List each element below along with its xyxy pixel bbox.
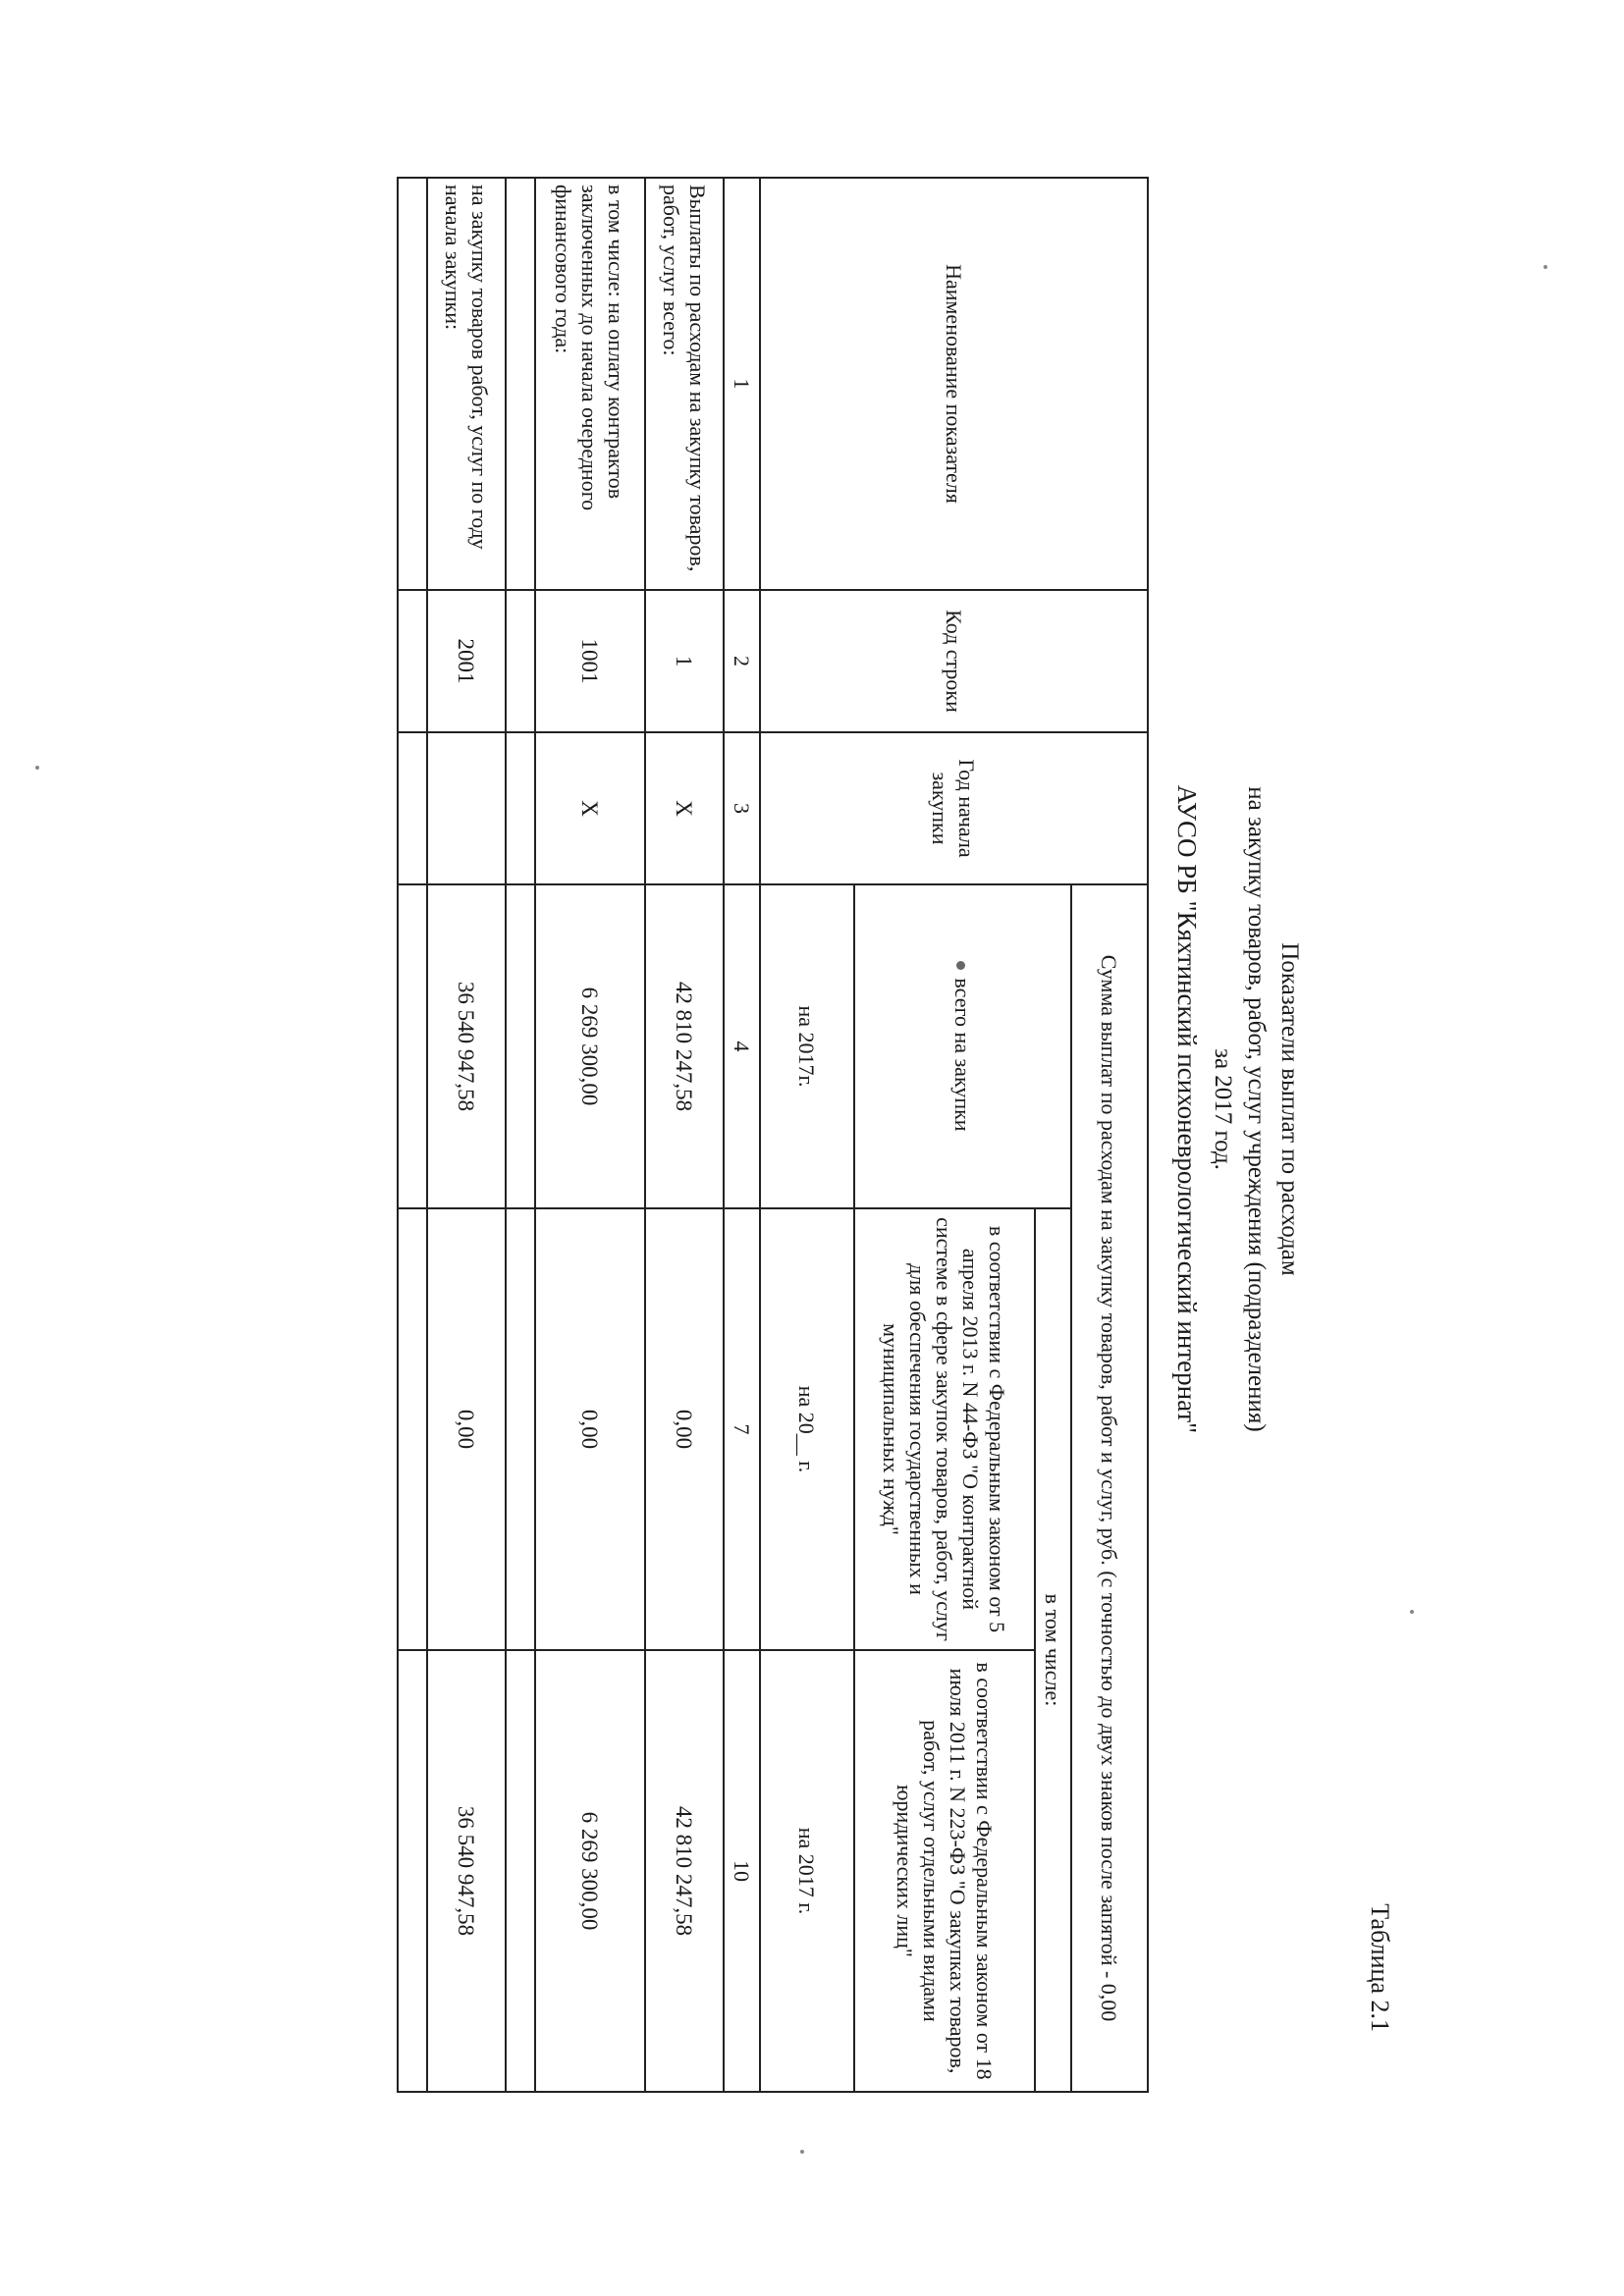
row-total xyxy=(506,884,535,1208)
title-line-1: Показатели выплат по расходам xyxy=(1276,942,1303,1276)
header-row-code: Код строки xyxy=(760,590,1148,732)
table-row xyxy=(535,178,645,2092)
period-total: на 2017г. xyxy=(760,884,854,1208)
header-procurement-year: Год начала закупки xyxy=(760,732,1148,884)
row-fz44: 0,00 xyxy=(427,1208,506,1650)
row-total xyxy=(398,884,427,1208)
row-fz223 xyxy=(506,1650,535,2092)
column-number: 4 xyxy=(724,884,760,1208)
scan-speck xyxy=(1543,265,1547,269)
organization-name: АУСО РБ "Кяхтинский психоневрологический интернат" xyxy=(1172,784,1202,1434)
row-fz223: 6 269 300,00 xyxy=(535,1650,645,2092)
scan-speck xyxy=(800,2150,804,2154)
column-number: 1 xyxy=(724,178,760,590)
row-total: 6 269 300,00 xyxy=(535,884,645,1208)
column-numbers-row xyxy=(724,178,760,2092)
row-total: 42 810 247,58 xyxy=(645,884,724,1208)
title-line-2: на закупку товаров, работ, услуг учреждения (подразделения) xyxy=(1243,786,1270,1432)
row-year: X xyxy=(645,732,724,884)
column-number: 7 xyxy=(724,1208,760,1650)
row-code xyxy=(506,590,535,732)
header-fz44: в соответствии с Федеральным законом от 5 апреля 2013 г. N 44-ФЗ "О контрактной системе в сфере закупок товаров, работ, услуг для обеспечения государственных и муниципальных нужд" xyxy=(854,1208,1035,1650)
scan-speck xyxy=(35,766,39,770)
column-number: 10 xyxy=(724,1650,760,2092)
row-indicator-name: Выплаты по расходам на закупку товаров, работ, услуг всего: xyxy=(645,178,724,590)
title-line-3: за 2017 год. xyxy=(1210,1048,1236,1170)
header-including: в том числе: xyxy=(1035,1208,1071,2092)
row-code: 2001 xyxy=(427,590,506,732)
row-fz223: 36 540 947,58 xyxy=(427,1650,506,2092)
row-year xyxy=(398,732,427,884)
row-indicator-name: на закупку товаров работ, услуг по году начала закупки: xyxy=(427,178,506,590)
procurement-payments-table xyxy=(397,177,1149,2093)
column-number: 3 xyxy=(724,732,760,884)
header-fz223: в соответствии с Федеральным законом от 18 июля 2011 г. N 223-ФЗ "О закупках товаров, работ, услуг отдельными видами юридических лиц" xyxy=(854,1650,1035,2092)
row-year xyxy=(427,732,506,884)
table-row-empty xyxy=(398,178,427,2092)
row-year: X xyxy=(535,732,645,884)
document-title-block xyxy=(1170,69,1306,2150)
scan-dot xyxy=(956,961,965,970)
header-sum-group: Сумма выплат по расходам на закупку товаров, работ и услуг, руб. (с точностью до двух знаков после запятой - 0,00 xyxy=(1071,884,1148,2092)
header-indicator-name: Наименование показателя xyxy=(760,178,1148,590)
header-row-1 xyxy=(1071,178,1148,2092)
row-fz44 xyxy=(506,1208,535,1650)
table-row-empty xyxy=(506,178,535,2092)
row-fz44: 0,00 xyxy=(645,1208,724,1650)
table-number-label: Таблица 2.1 xyxy=(1366,1903,1394,2032)
table-row xyxy=(427,178,506,2092)
scan-speck xyxy=(1410,1610,1414,1614)
period-fz44: на 20__ г. xyxy=(760,1208,854,1650)
header-total: всего на закупки xyxy=(854,884,1071,1208)
row-code: 1 xyxy=(645,590,724,732)
period-fz223: на 2017 г. xyxy=(760,1650,854,2092)
row-total: 36 540 947,58 xyxy=(427,884,506,1208)
table-row xyxy=(645,178,724,2092)
row-code: 1001 xyxy=(535,590,645,732)
row-code xyxy=(398,590,427,732)
column-number: 2 xyxy=(724,590,760,732)
row-fz44: 0,00 xyxy=(535,1208,645,1650)
row-indicator-name xyxy=(506,178,535,590)
row-indicator-name xyxy=(398,178,427,590)
row-fz44 xyxy=(398,1208,427,1650)
row-fz223: 42 810 247,58 xyxy=(645,1650,724,2092)
document-page xyxy=(79,69,1434,2150)
row-indicator-name: в том числе: на оплату контрактов заключенных до начала очередного финансового года: xyxy=(535,178,645,590)
row-fz223 xyxy=(398,1650,427,2092)
row-year xyxy=(506,732,535,884)
